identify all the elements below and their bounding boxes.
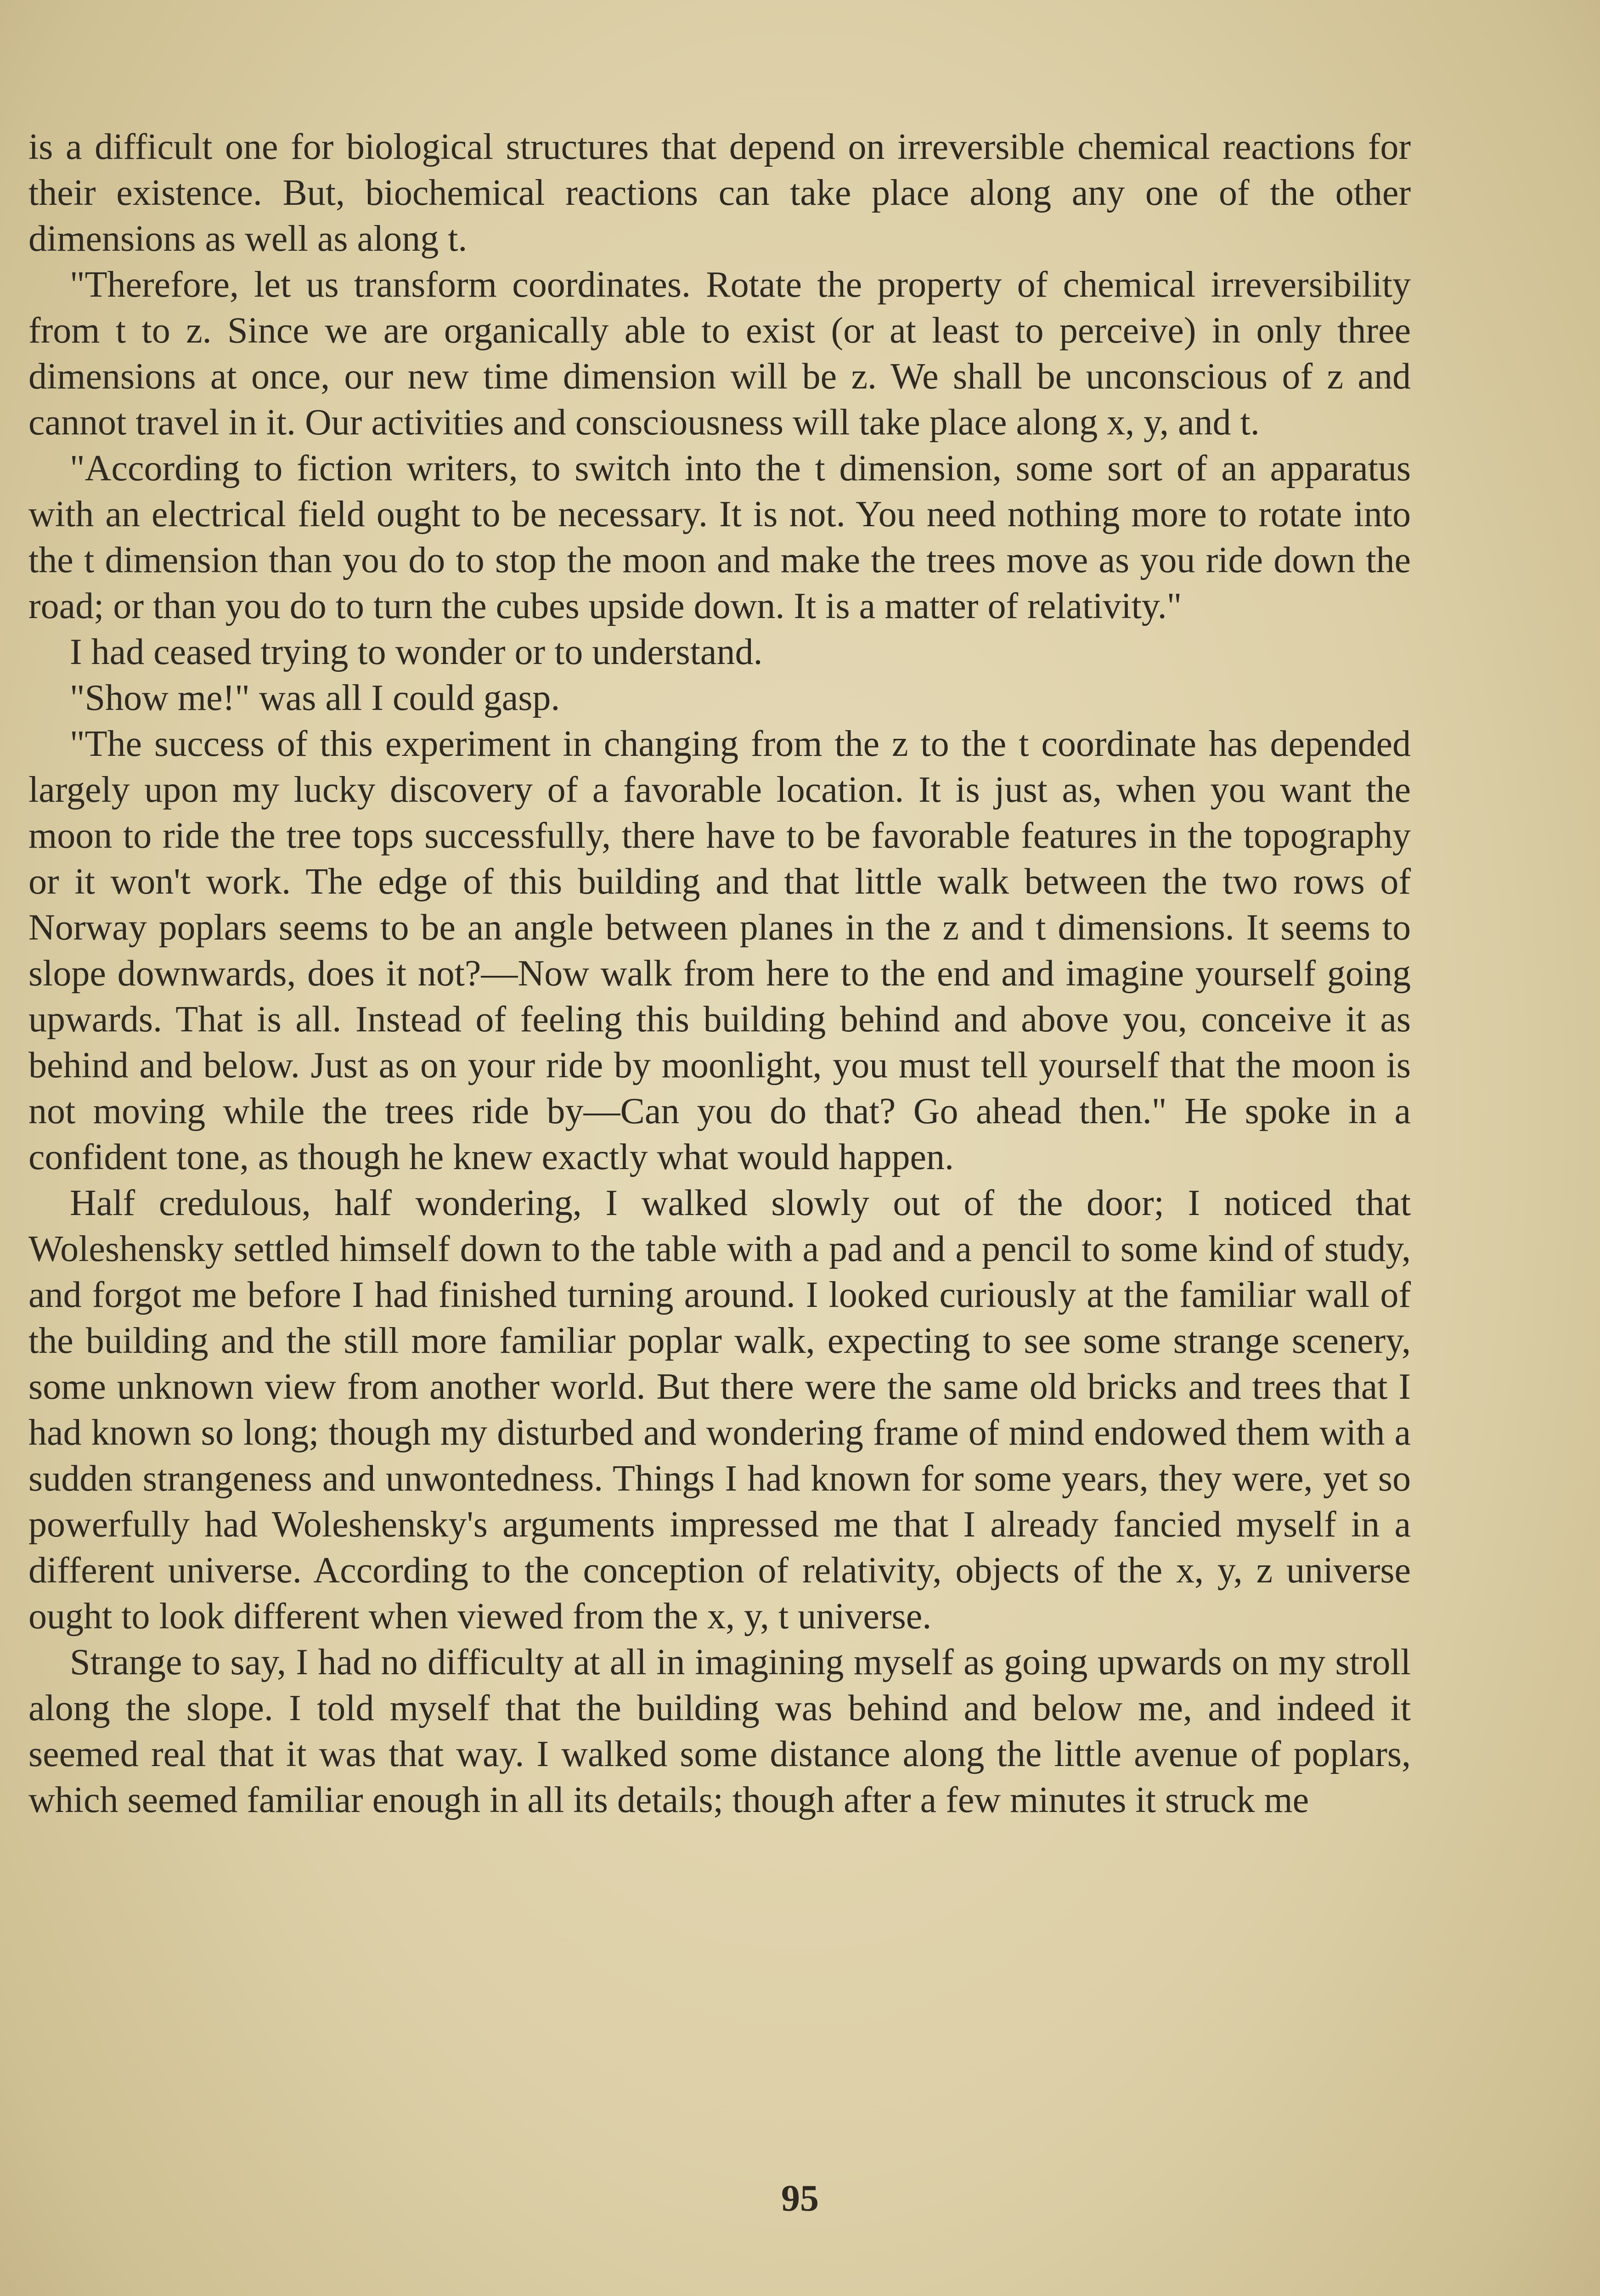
page-number: 95 (781, 2177, 819, 2219)
paragraph-5: "Show me!" was all I could gasp. (70, 678, 560, 718)
paragraph-3: "According to fiction writers, to switch into the t dimension, some sort of an apparatus with an electrical field ought to be necessary. It is not. You need nothing more to rotate into the t dimension than you do to stop the moon and make the trees move as you ride down the road; or than you do to turn the cubes upside down. It is a matter of relativity." (28, 448, 1411, 626)
paragraph-4: I had ceased trying to wonder or to understand. (70, 632, 763, 672)
paragraph-1: is a difficult one for biological structures that depend on irreversible chemical reactions for their existence. But, biochemical reactions can take place along any one of the other dimensions as well as along t. (28, 127, 1411, 259)
paragraph-6: "The success of this experiment in changing from the z to the t coordinate has depended largely upon my lucky discovery of a favorable location. It is just as, when you want the moon to ride the tree tops successfully, there have to be favorable features in the topography or it won't work. The edge of this building and that little walk between the two rows of Norway poplars seems to be an angle between planes in the z and t dimensions. It seems to slope downwards, does it not?—Now walk from here to the end and imagine yourself going upwards. That is all. Instead of feeling this building behind and above you, conceive it as behind and below. Just as on your ride by moonlight, you must tell yourself that the moon is not moving while the trees ride by—Can you do that? Go ahead then." He spoke in a confident tone, as though he knew exactly what would happen. (28, 724, 1411, 1177)
paragraph-2: "Therefore, let us transform coordinates. Rotate the property of chemical irreversibility from t to z. Since we are organically able to exist (or at least to perceive) in only three dimensions at once, our new time dimension will be z. We shall be unconscious of z and cannot travel in it. Our activities and consciousness will take place along x, y, and t. (28, 264, 1411, 443)
body-text (28, 124, 1411, 1823)
paragraph-8: Strange to say, I had no difficulty at all in imagining myself as going upwards on my stroll along the slope. I told myself that the building was behind and below me, and indeed it seemed real that it was that way. I walked some distance along the little avenue of poplars, which seemed familiar enough in all its details; though after a few minutes it struck me (28, 1642, 1411, 1820)
paragraph-7: Half credulous, half wondering, I walked slowly out of the door; I noticed that Woleshensky settled himself down to the table with a pad and a pencil to some kind of study, and forgot me before I had finished turning around. I looked curiously at the familiar wall of the building and the still more familiar poplar walk, expecting to see some strange scenery, some unknown view from another world. But there were the same old bricks and trees that I had known so long; though my disturbed and wondering frame of mind endowed them with a sudden strangeness and unwontedness. Things I had known for some years, they were, yet so powerfully had Woleshensky's arguments impressed me that I already fancied myself in a different universe. According to the conception of relativity, objects of the x, y, z universe ought to look different when viewed from the x, y, t universe. (28, 1183, 1411, 1637)
